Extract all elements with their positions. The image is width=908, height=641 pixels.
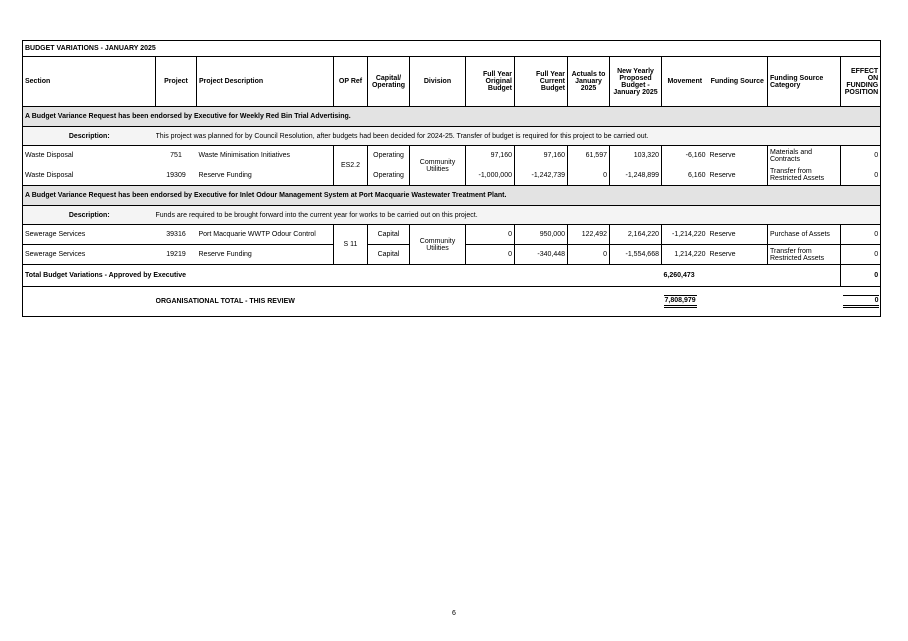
row-movement: -1,214,220 (662, 225, 708, 245)
description-text: This project was planned for by Council Resolution, after budgets had been decided for 2024-25. Transfer of budget is required for this project to be carried out. (156, 127, 881, 146)
header-op-ref: OP Ref (334, 57, 368, 107)
budget-variations-table (22, 40, 881, 317)
row-section: Waste Disposal (25, 171, 74, 179)
row-actuals: 0 (568, 245, 610, 265)
row-new-budget: 2,164,220 (610, 225, 662, 245)
org-total-label: ORGANISATIONAL TOTAL - THIS REVIEW (155, 298, 295, 305)
org-total-movement: 7,808,979 (664, 295, 697, 308)
row-current-budget: 950,000 (515, 225, 568, 245)
row-movement: -6,160 (662, 146, 708, 166)
row-effect: 0 (841, 166, 881, 186)
row-current-budget: -1,242,739 (515, 166, 568, 186)
header-section: Section (23, 57, 156, 107)
row-new-budget: -1,554,668 (610, 245, 662, 265)
row-section: Sewerage Services (23, 245, 156, 265)
header-movement: Movement (662, 57, 708, 107)
header-description: Project Description (197, 57, 334, 107)
header-actuals: Actuals to January 2025 (568, 57, 610, 107)
row-original-budget: 0 (466, 225, 515, 245)
row-description: Reserve Funding (197, 245, 334, 265)
row-funding-source-category: Transfer from Restricted Assets (768, 245, 841, 265)
row-description: Reserve Funding (198, 171, 252, 179)
row-current-budget: 97,160 (515, 146, 568, 166)
row-actuals: 122,492 (568, 225, 610, 245)
group-heading: A Budget Variance Request has been endorsed by Executive for Weekly Red Bin Trial Advertising. (23, 107, 881, 127)
row-capital-operating: Operating (368, 146, 410, 166)
row-current-budget: -340,448 (515, 245, 568, 265)
row-movement: 1,214,220 (662, 245, 708, 265)
page-number: 6 (452, 610, 456, 617)
row-capital-operating: Capital (368, 225, 410, 245)
row-project: 751 (156, 146, 197, 166)
header-original-budget: Full Year Original Budget (466, 57, 515, 107)
table-row (23, 225, 881, 245)
row-project: 19309 (166, 171, 186, 179)
row-capital-operating: Operating (368, 166, 410, 186)
header-row (23, 57, 881, 107)
row-effect: 0 (841, 146, 881, 166)
header-capital-operating: Capital/ Operating (368, 57, 410, 107)
description-label: Description: (23, 206, 156, 225)
row-new-budget: -1,248,899 (610, 166, 662, 186)
row-funding-source: Reserve (708, 146, 768, 166)
description-label: Description: (23, 127, 156, 146)
row-funding-source: Reserve (709, 171, 736, 179)
row-movement: 6,160 (662, 166, 708, 186)
row-original-budget: 97,160 (466, 146, 515, 166)
row-section: Waste Disposal (23, 146, 156, 166)
row-actuals: 61,597 (568, 146, 610, 166)
header-funding-source: Funding Source (708, 57, 768, 107)
row-original-budget: 0 (466, 245, 515, 265)
row-funding-source-category: Transfer from Restricted Assets (768, 166, 841, 186)
row-effect: 0 (841, 225, 881, 245)
table-row (23, 146, 881, 166)
row-section: Sewerage Services (23, 225, 156, 245)
row-capital-operating: Capital (368, 245, 410, 265)
row-original-budget: -1,000,000 (466, 166, 515, 186)
row-description: Port Macquarie WWTP Odour Control (197, 225, 334, 245)
table-title: BUDGET VARIATIONS - JANUARY 2025 (23, 41, 881, 57)
header-project: Project (156, 57, 197, 107)
total-effect: 0 (841, 265, 881, 287)
row-funding-source: Reserve (708, 225, 768, 245)
header-division: Division (410, 57, 466, 107)
row-op-ref: S 11 (334, 225, 368, 265)
row-funding-source-category: Purchase of Assets (768, 225, 841, 245)
row-actuals: 0 (568, 166, 610, 186)
header-new-budget: New Yearly Proposed Budget - January 2025 (610, 57, 662, 107)
header-effect-on-funding: EFFECT ON FUNDING POSITION (841, 57, 881, 107)
total-row (23, 265, 881, 287)
description-text: Funds are required to be brought forward into the current year for works to be carried out on this project. (156, 206, 881, 225)
org-total-row (23, 291, 881, 313)
group-heading: A Budget Variance Request has been endorsed by Executive for Inlet Odour Management System at Port Macquarie Wastewater Treatment Plant. (23, 186, 881, 206)
row-description: Waste Minimisation Initiatives (197, 146, 334, 166)
row-project: 39316 (156, 225, 197, 245)
row-funding-source: Reserve (708, 245, 768, 265)
row-op-ref: ES2.2 (334, 146, 368, 186)
row-division: Community Utilities (410, 225, 466, 265)
header-funding-source-category: Funding Source Category (768, 57, 841, 107)
row-new-budget: 103,320 (610, 146, 662, 166)
total-movement: 6,260,473 (662, 265, 708, 287)
org-total-effect: 0 (843, 295, 879, 308)
header-current-budget: Full Year Current Budget (515, 57, 568, 107)
row-funding-source-category: Materials and Contracts (768, 146, 841, 166)
total-label: Total Budget Variations - Approved by Executive (23, 265, 662, 287)
row-project: 19219 (156, 245, 197, 265)
row-effect: 0 (841, 245, 881, 265)
row-division: Community Utilities (410, 146, 466, 186)
